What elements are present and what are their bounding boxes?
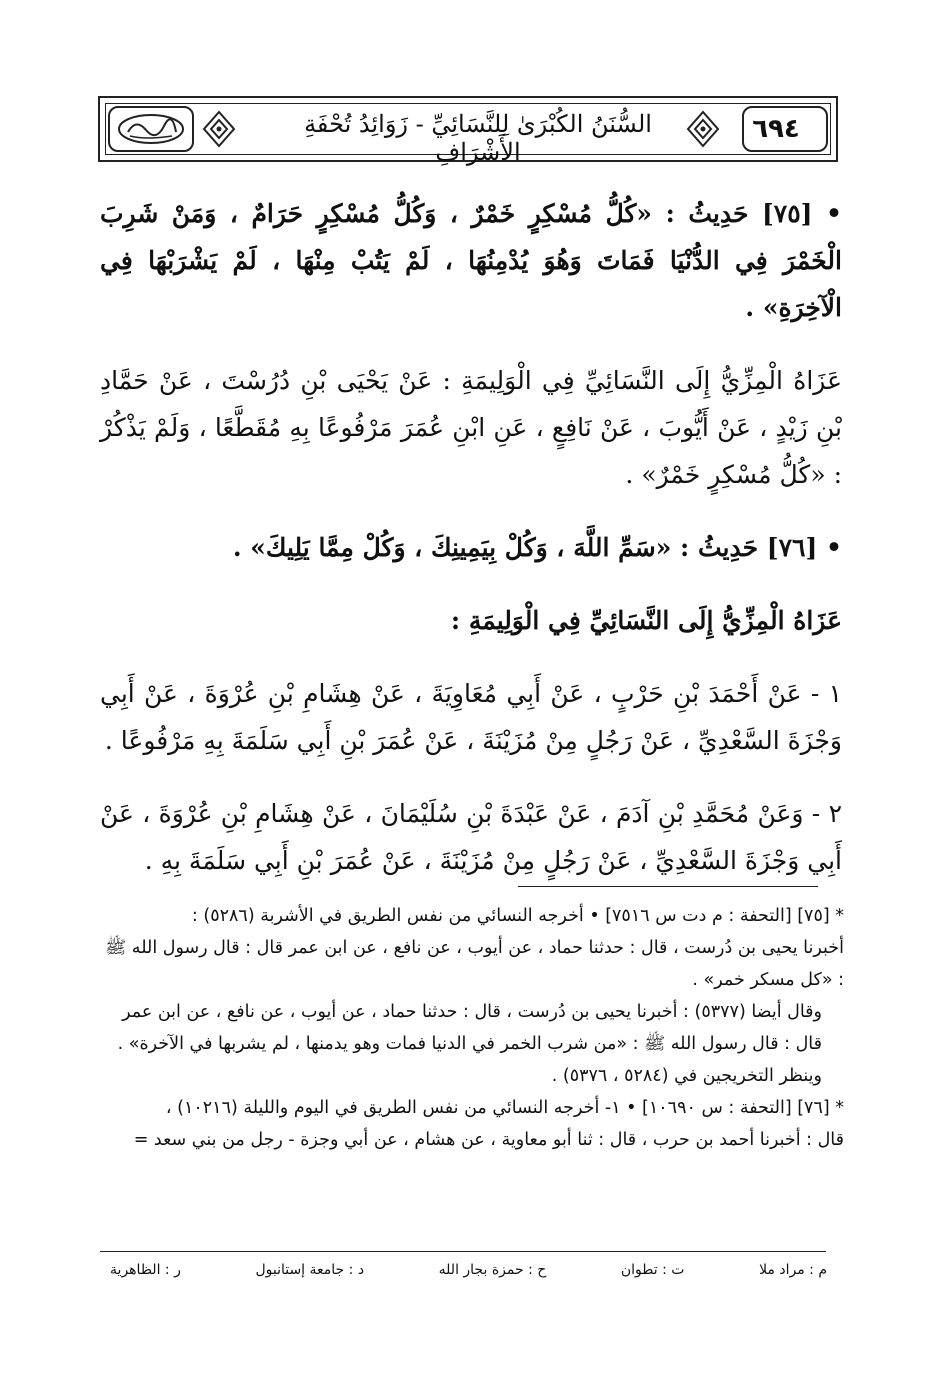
ornament-knot-icon — [686, 110, 720, 148]
sigla-separator — [100, 1251, 826, 1252]
manuscript-sigla — [110, 1262, 827, 1278]
footnote-76-text: قال : أخبرنا أحمد بن حرب ، قال : ثنا أبو معاوية ، عن هشام ، عن أبي وجزة - رجل من بني سعد = — [133, 1130, 844, 1150]
siglum: ح : حمزة بجار الله — [438, 1262, 547, 1278]
chain-2: ٢ - وَعَنْ مُحَمَّدِ بْنِ آدَمَ ، عَنْ عَبْدَةَ بْنِ سُلَيْمَانَ ، عَنْ هِشَامِ بْنِ عُرْوَةَ ، عَنْ أَبِي وَجْزَةَ السَّعْدِيِّ ، عَنْ رَجُلٍ مِنْ مُزَيْنَةَ ، عَنْ عُمَرَ بْنِ أَبِي سَلَمَةَ بِهِ . — [100, 799, 842, 875]
footnote-75-text: أخبرنا يحيى بن دُرست ، قال : حدثنا حماد ، عن أيوب ، عن نافع ، عن ابن عمر قال : قال رسول الله ﷺ : «كل مسكر خمر» . — [105, 938, 844, 990]
footnote-separator — [518, 886, 818, 887]
page-number: ٦٩٤ — [752, 114, 800, 144]
chain-1: ١ - عَنْ أَحْمَدَ بْنِ حَرْبٍ ، عَنْ أَبِي مُعَاوِيَةَ ، عَنْ هِشَامِ بْنِ عُرْوَةَ ، عَنْ أَبِي وَجْزَةَ السَّعْدِيِّ ، عَنْ رَجُلٍ مِنْ مُزَيْنَةَ ، عَنْ عُمَرَ بْنِ أَبِي سَلَمَةَ بِهِ مَرْفُوعًا . — [100, 679, 842, 755]
publisher-logo-icon — [108, 106, 194, 152]
footnote-75-second: وقال أيضا (٥٣٧٧) : أخبرنا يحيى بن دُرست ، قال : حدثنا حماد ، عن أيوب ، عن نافع ، عن ابن عمر قال : قال رسول الله ﷺ : «من شرب الخمر في الدنيا فمات وهو يدمنها ، لم يشربها في الآخرة» . — [117, 1002, 822, 1054]
attribution-75: عَزَاهُ الْمِزِّيُّ إِلَى النَّسَائِيِّ فِي الْوَلِيمَةِ : عَنْ يَحْيَى بْنِ دُرُسْتَ ، عَنْ حَمَّادِ بْنِ زَيْدٍ ، عَنْ أَيُّوبَ ، عَنْ نَافِعٍ ، عَنِ ابْنِ عُمَرَ مَرْفُوعًا بِهِ مُقَطَّعًا ، وَلَمْ يَذْكُرْ : «كُلُّ مُسْكِرٍ خَمْرٌ» . — [100, 366, 842, 489]
footnotes — [100, 900, 844, 1156]
siglum: م : مراد ملا — [759, 1262, 827, 1278]
siglum: ر : الظاهرية — [110, 1262, 181, 1278]
attribution-76-heading: عَزَاهُ الْمِزِّيُّ إِلَى النَّسَائِيِّ فِي الْوَلِيمَةِ : — [450, 606, 842, 635]
page-header — [98, 96, 838, 166]
footnote-76-header: * [٧٦] [التحفة : س ١٠٦٩٠] • ١- أخرجه النسائي من نفس الطريق في اليوم والليلة (١٠٢١٦) ، — [165, 1098, 844, 1118]
running-title: السُّنَنُ الكُبْرَىٰ لِلنَّسَائِيِّ - زَوَائِدُ تُحْفَةِ الأَشْرَافِ — [304, 110, 652, 166]
ornament-knot-icon — [202, 110, 236, 148]
siglum: د : جامعة إستانبول — [255, 1262, 365, 1278]
footnote-75-header: * [٧٥] [التحفة : م دت س ٧٥١٦] • أخرجه النسائي من نفس الطريق في الأشربة (٥٢٨٦) : — [191, 906, 844, 926]
siglum: ت : تطوان — [620, 1262, 685, 1278]
hadith-76: • [٧٦] حَدِيثُ : «سَمِّ اللَّهَ ، وَكُلْ بِيَمِينِكَ ، وَكُلْ مِمَّا يَلِيكَ» . — [100, 524, 842, 571]
footnote-75-refs: وينظر التخريجين في (٥٢٨٤ ، ٥٣٧٦) . — [551, 1066, 822, 1086]
main-text — [100, 190, 842, 890]
hadith-75: • [٧٥] حَدِيثُ : «كُلُّ مُسْكِرٍ خَمْرٌ ، وَكُلُّ مُسْكِرٍ حَرَامٌ ، وَمَنْ شَرِبَ الْخَمْرَ فِي الدُّنْيَا فَمَاتَ وَهُوَ يُدْمِنُهَا ، لَمْ يَتُبْ مِنْهَا ، لَمْ يَشْرَبْهَا فِي الْآخِرَةِ» . — [100, 190, 842, 331]
